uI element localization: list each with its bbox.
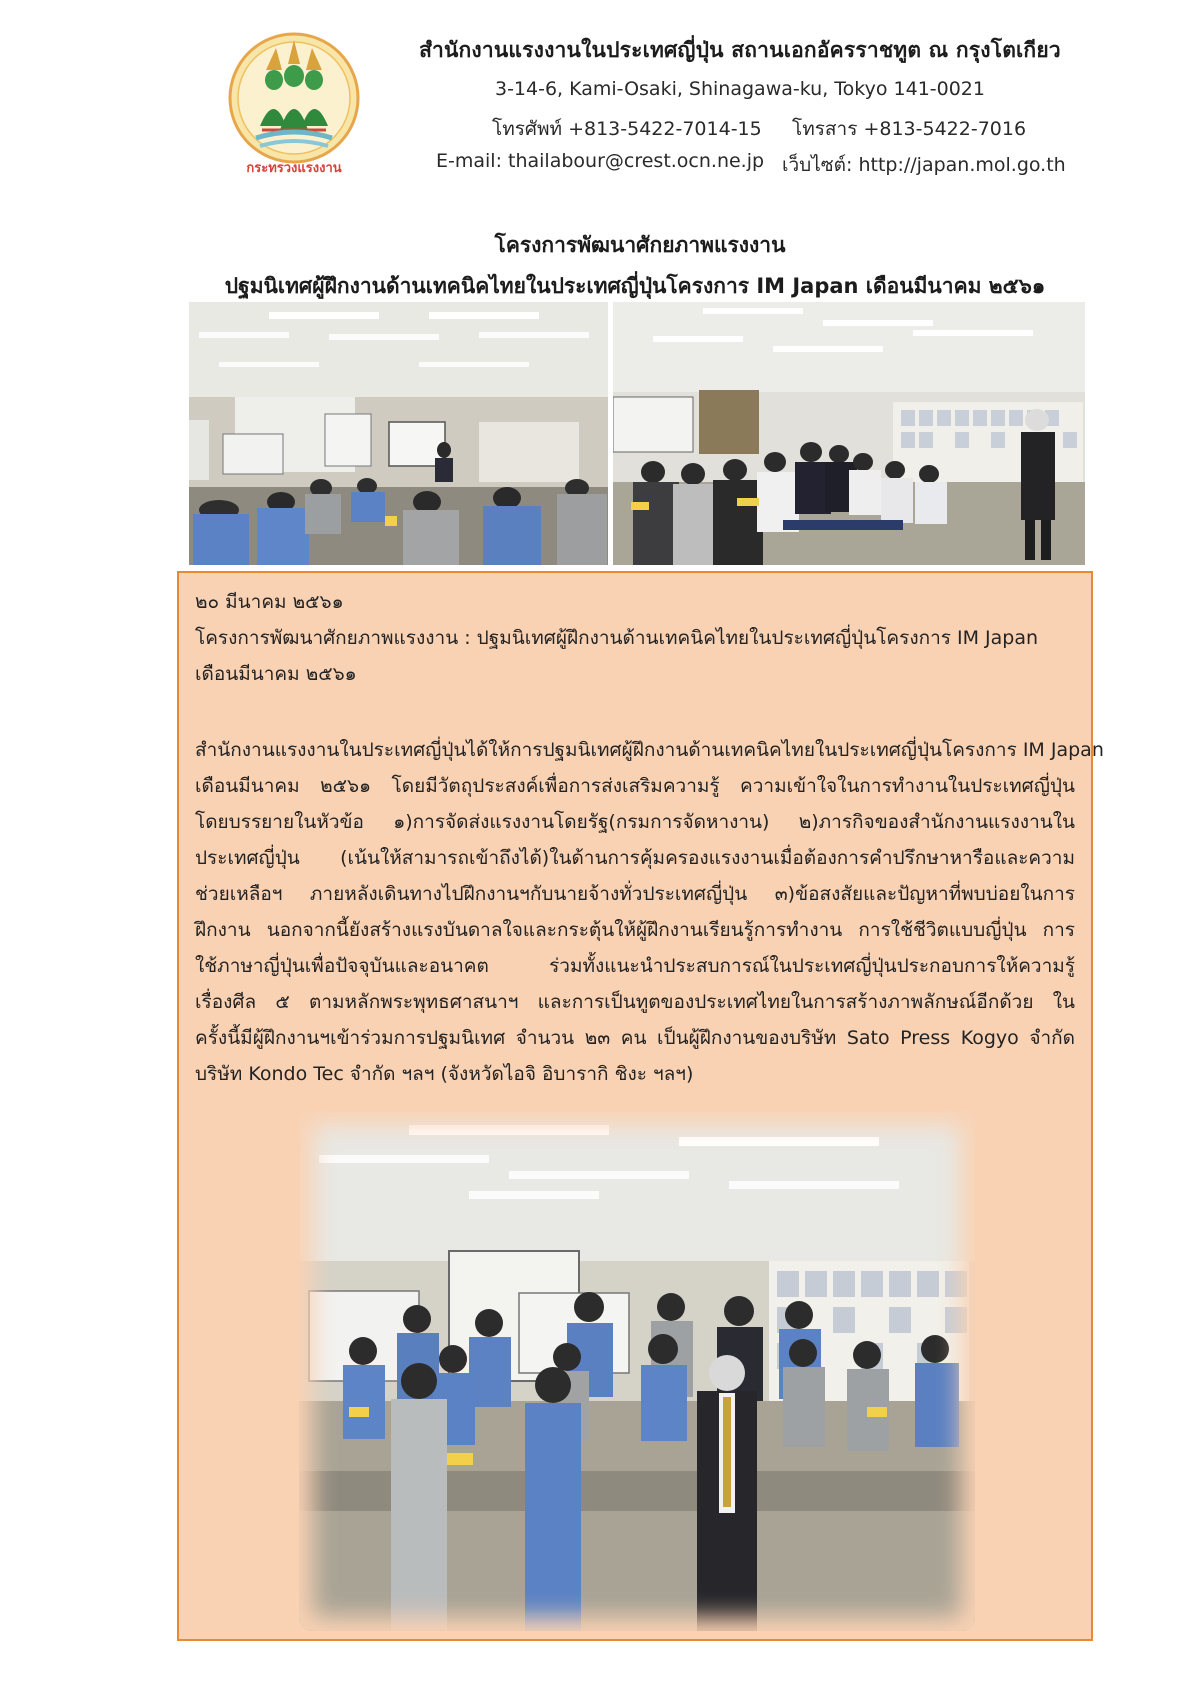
logo-ministry-label: กระทรวงแรงงาน: [246, 161, 342, 176]
paragraph-line: โดยบรรยายในหัวข้อ ๑)การจัดส่งแรงงานโดยรัฐ(กรมการจัดหางาน) ๒)ภารกิจของสำนักงานแรงงานใน: [195, 811, 1075, 833]
group-with-presenters-photo: [613, 302, 1085, 565]
paragraph-line: ประเทศญี่ปุ่น (เน้นให้สามารถเข้าถึงได้)ในด้านการคุ้มครองแรงงานเมื่อต้องการคำปรึกษาหารือและความ: [195, 847, 1075, 869]
organization-name: สำนักงานแรงงานในประเทศญี่ปุ่น สถานเอกอัครราชทูต ณ กรุงโตเกียว: [419, 38, 1061, 62]
paragraph-line: ฝึกงาน นอกจากนี้ยังสร้างแรงบันดาลใจและกระตุ้นให้ผู้ฝึกงานเรียนรู้การทำงาน การใช้ชีวิตแบบญี่ปุ่น การ: [195, 919, 1075, 941]
website-url[interactable]: เว็บไซต์: http://japan.mol.go.th: [782, 154, 1066, 176]
news-subject-line-1: โครงการพัฒนาศักยภาพแรงงาน : ปฐมนิเทศผู้ฝึกงานด้านเทคนิคไทยในประเทศญี่ปุ่นโครงการ IM Japan: [195, 627, 1039, 649]
email-address[interactable]: E-mail: thailabour@crest.ocn.ne.jp: [436, 150, 765, 172]
organization-address: 3-14-6, Kami-Osaki, Shinagawa-ku, Tokyo 141-0021: [494, 78, 985, 100]
paragraph-line: เรื่องศีล ๕ ตามหลักพระพุทธศาสนาฯ และการเป็นทูตของประเทศไทยในการสร้างภาพลักษณ์อีกด้วย ใน: [195, 991, 1075, 1013]
document-subtitle: ปฐมนิเทศผู้ฝึกงานด้านเทคนิคไทยในประเทศญี่ปุ่นโครงการ IM Japan เดือนมีนาคม ๒๕๖๑: [224, 274, 1046, 298]
news-date: ๒๐ มีนาคม ๒๕๖๑: [195, 591, 344, 613]
trainees-group-photo: [299, 1111, 975, 1631]
fax-number: โทรสาร +813-5422-7016: [792, 118, 1027, 140]
paragraph-line: ใช้ภาษาญี่ปุ่นเพื่อปัจจุบันและอนาคต ร่วมทั้งแนะนำประสบการณ์ในประเทศญี่ปุ่นประกอบการให้ความรู้: [195, 955, 1075, 977]
paragraph-line: บริษัท Kondo Tec จำกัด ฯลฯ (จังหวัดไอจิ อิบารากิ ชิงะ ฯลฯ): [195, 1063, 694, 1085]
paragraph-line: เดือนมีนาคม ๒๕๖๑ โดยมีวัตถุประสงค์เพื่อการส่งเสริมความรู้ ความเข้าใจในการทำงานในประเทศญี่ปุ่น: [195, 775, 1075, 797]
paragraph-line: สำนักงานแรงงานในประเทศญี่ปุ่นได้ให้การปฐมนิเทศผู้ฝึกงานด้านเทคนิคไทยในประเทศญี่ปุ่นโครงการ IM Japan: [195, 739, 1104, 761]
phone-number: โทรศัพท์ +813-5422-7014-15: [492, 118, 762, 140]
classroom-lecture-photo: [189, 302, 608, 565]
news-subject-line-2: เดือนมีนาคม ๒๕๖๑: [195, 663, 357, 685]
ministry-of-labour-logo: [226, 30, 362, 178]
paragraph-line: ช่วยเหลือฯ ภายหลังเดินทางไปฝึกงานฯกับนายจ้างทั่วประเทศญี่ปุ่น ๓)ข้อสงสัยและปัญหาที่พบบ่อยในการ: [195, 883, 1075, 905]
ministry-of-labour-emblem-icon: [226, 30, 362, 178]
news-content-box: [177, 571, 1104, 1641]
paragraph-line: ครั้งนี้มีผู้ฝึกงานฯเข้าร่วมการปฐมนิเทศ จำนวน ๒๓ คน เป็นผู้ฝึกงานของบริษัท Sato Press Kogyo จำกัด: [195, 1027, 1075, 1049]
document-title: โครงการพัฒนาศักยภาพแรงงาน: [494, 233, 786, 257]
